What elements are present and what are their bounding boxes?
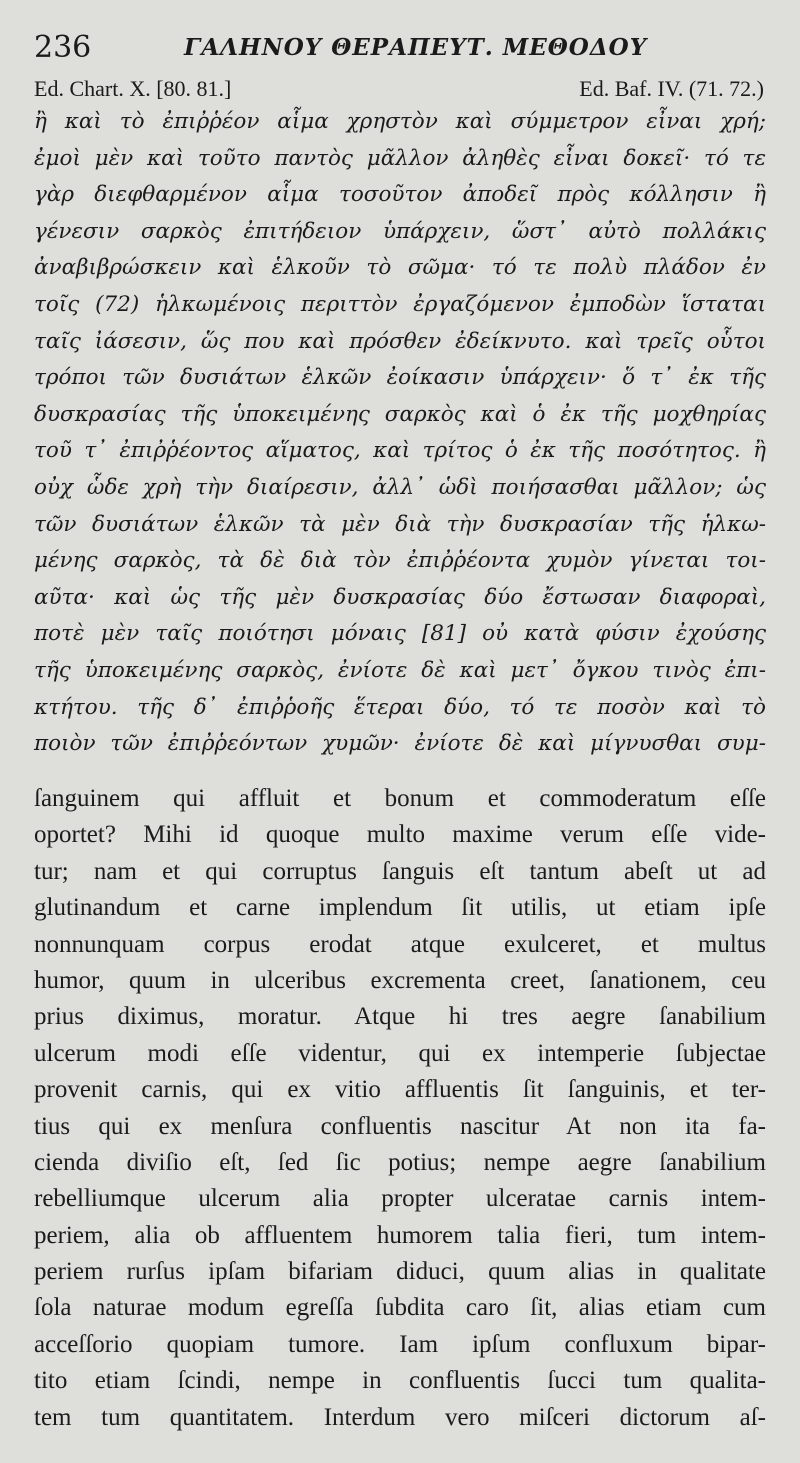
latin-line: humor, quum in ulceribus excrementa creet, ſanationem, ceu xyxy=(34,966,766,994)
latin-line: ulcerum modi eſſe videntur, qui ex intemperie ſubjectae xyxy=(34,1039,766,1067)
latin-line: cienda diviſio eſt, ſed ſic potius; nempe aegre ſanabilium xyxy=(34,1148,766,1176)
greek-line: τῶν δυσιάτων ἑλκῶν τὰ μὲν διὰ τὴν δυσκρασίαν τῆς ἡλκω- xyxy=(34,511,766,537)
greek-line: τοῖς (72) ἡλκωμένοις περιττὸν ἐργαζόμενον ἐμποδὼν ἵσταται xyxy=(34,291,766,317)
edition-reference-left: Ed. Chart. X. [80. 81.] xyxy=(34,76,232,101)
edition-reference-line xyxy=(34,76,764,104)
latin-text-block xyxy=(34,781,766,1436)
greek-line: κτήτου. τῆς δ᾽ ἐπιῤῥοῆς ἕτεραι δύο, τό τε ποσὸν καὶ τὸ xyxy=(34,694,766,720)
latin-line: tius qui ex menſura confluentis nascitur At non ita fa- xyxy=(34,1112,766,1140)
greek-line: ποιὸν τῶν ἐπιῤῥεόντων χυμῶν· ἐνίοτε δὲ καὶ μίγνυσθαι συμ- xyxy=(34,731,766,757)
latin-line: glutinandum et carne implendum ſit utilis, ut etiam ipſe xyxy=(34,894,766,922)
greek-line: δυσκρασίας τῆς ὑποκειμένης σαρκὸς καὶ ὁ ἐκ τῆς μοχθηρίας xyxy=(34,401,766,427)
greek-line: αῦτα· καὶ ὡς τῆς μὲν δυσκρασίας δύο ἔστωσαν διαφοραὶ, xyxy=(34,584,766,610)
page-header xyxy=(34,30,774,70)
running-title: ΓΑΛΗΝΟΥ ΘΕΡΑΠΕΥΤ. ΜΕΘΟΔΟΥ xyxy=(184,34,648,61)
latin-line: tito etiam ſcindi, nempe in confluentis ſucci tum qualita- xyxy=(34,1367,766,1395)
latin-line: acceſſorio quopiam tumore. Iam ipſum confluxum bipar- xyxy=(34,1330,766,1358)
greek-line: ἐμοὶ μὲν καὶ τοῦτο παντὸς μᾶλλον ἀληθὲς εἶναι δοκεῖ· τό τε xyxy=(34,145,766,171)
greek-line: γὰρ διεφθαρμένον αἷμα τοσοῦτον ἀποδεῖ πρὸς κόλλησιν ἢ xyxy=(34,182,766,208)
latin-line: periem rurſus ipſam bifariam diduci, quum alias in qualitate xyxy=(34,1258,766,1286)
latin-line: periem, alia ob affluentem humorem talia fieri, tum intem- xyxy=(34,1221,766,1249)
greek-line: ταῖς ἰάσεσιν, ὥς που καὶ πρόσθεν ἐδείκνυτο. καὶ τρεῖς οὗτοι xyxy=(34,328,766,354)
latin-line: rebelliumque ulcerum alia propter ulceratae carnis intem- xyxy=(34,1185,766,1213)
latin-line: nonnunquam corpus erodat atque exulceret, et multus xyxy=(34,930,766,958)
greek-line: ἀναβιβρώσκειν καὶ ἑλκοῦν τὸ σῶμα· τό τε πολὺ πλάδον ἐν xyxy=(34,255,766,281)
greek-line: τοῦ τ᾽ ἐπιῤῥέοντος αἵματος, καὶ τρίτος ὁ ἐκ τῆς ποσότητος. ἢ xyxy=(34,438,766,464)
greek-line: μένης σαρκὸς, τὰ δὲ διὰ τὸν ἐπιῤῥέοντα χυμὸν γίνεται τοι- xyxy=(34,548,766,574)
greek-line: γένεσιν σαρκὸς ἐπιτήδειον ὑπάρχειν, ὥστ᾽ αὐτὸ πολλάκις xyxy=(34,218,766,244)
latin-line: ſanguinem qui affluit et bonum et commoderatum eſſe xyxy=(34,785,766,812)
greek-line: τρόποι τῶν δυσιάτων ἑλκῶν ἐοίκασιν ὑπάρχειν· ὅ τ᾽ ἐκ τῆς xyxy=(34,365,766,391)
greek-line: ποτὲ μὲν ταῖς ποιότησι μόναις [81] οὐ κατὰ φύσιν ἐχούσης xyxy=(34,621,766,647)
latin-line: prius diximus, moratur. Atque hi tres aegre ſanabilium xyxy=(34,1003,766,1031)
latin-line: tem tum quantitatem. Interdum vero miſceri dictorum aſ- xyxy=(34,1403,766,1431)
latin-line: oportet? Mihi id quoque multo maxime verum eſſe vide- xyxy=(34,821,766,849)
latin-line: tur; nam et qui corruptus ſanguis eſt tantum abeſt ut ad xyxy=(34,857,766,885)
latin-line: provenit carnis, qui ex vitio affluentis ſit ſanguinis, et ter- xyxy=(34,1076,766,1104)
greek-line: οὐχ ὧδε χρὴ τὴν διαίρεσιν, ἀλλ᾽ ὡδὶ ποιήσασθαι μᾶλλον; ὡς xyxy=(34,474,766,500)
page-number: 236 xyxy=(34,30,92,65)
latin-line: ſola naturae modum egreſſa ſubdita caro ſit, alias etiam cum xyxy=(34,1294,766,1322)
greek-text-block xyxy=(34,104,766,763)
greek-line: τῆς ὑποκειμένης σαρκὸς, ἐνίοτε δὲ καὶ μετ᾽ ὄγκου τινὸς ἐπι- xyxy=(34,657,766,683)
edition-reference-right: Ed. Baf. IV. (71. 72.) xyxy=(579,76,764,101)
greek-line: ἢ καὶ τὸ ἐπιῤῥέον αἷμα χρηστὸν καὶ σύμμετρον εἶναι χρή; xyxy=(34,109,766,134)
